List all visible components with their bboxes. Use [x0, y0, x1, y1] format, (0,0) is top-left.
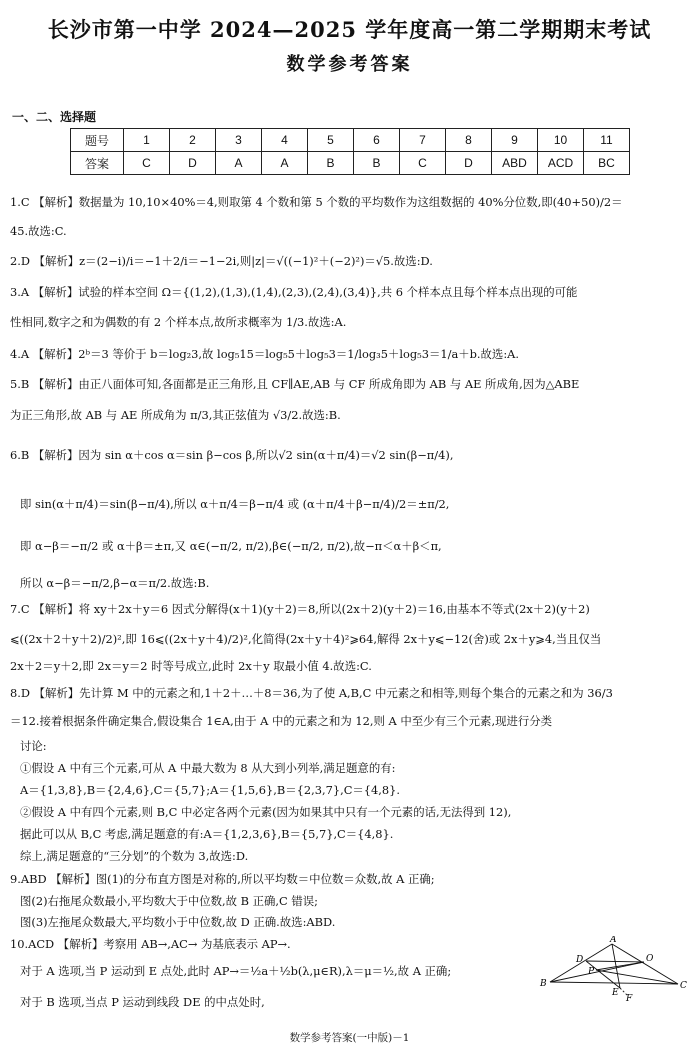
table-answer-label: 答案	[71, 152, 124, 175]
question-number: 3	[216, 129, 262, 152]
question-number: 5	[308, 129, 354, 152]
solution-line: ⩽((2x＋2＋y＋2)/2)²,即 16⩽((2x＋y＋4)/2)²,化简得(2x＋y＋4)²⩾64,解得 2x＋y⩽−12(舍)或 2x＋y⩾4,当且仅当	[10, 632, 602, 646]
figure-label-c: C	[680, 981, 687, 991]
solution-line: 所以 α−β＝−π/2,β−α＝π/2.故选:B.	[20, 576, 210, 590]
page-footer: 数学参考答案(一中版)－1	[289, 1032, 410, 1044]
solution-line: 7.C 【解析】将 xy＋2x＋y＝6 因式分解得(x＋1)(y＋2)＝8,所以(2x＋2)(y＋2)＝16,由基本不等式(2x＋2)(y＋2)	[10, 602, 590, 616]
question-number: 9	[492, 129, 538, 152]
triangle-figure	[538, 936, 688, 1002]
answer-cell: ACD	[538, 152, 584, 175]
answer-cell: A	[216, 152, 262, 175]
figure-label-a: A	[610, 936, 617, 945]
solution-line: 对于 A 选项,当 P 运动到 E 点处,此时 AP→＝½a＋½b(λ,μ∈R),λ＝μ＝½,故 A 正确;	[20, 964, 452, 978]
solution-line: 3.A 【解析】试验的样本空间 Ω＝{(1,2),(1,3),(1,4),(2,3),(2,4),(3,4)},共 6 个样本点且每个样本点出现的可能	[10, 285, 578, 299]
solution-line: 图(3)左拖尾众数最大,平均数小于中位数,故 D 正确.故选:ABD.	[20, 915, 336, 929]
question-number: 1	[124, 129, 170, 152]
solution-line: 为正三角形,故 AB 与 AE 所成角为 π/3,其正弦值为 √3/2.故选:B.	[10, 408, 341, 422]
solution-line: 即 α−β＝−π/2 或 α＋β＝±π,又 α∈(−π/2, π/2),β∈(−π/2, π/2),故−π＜α＋β＜π,	[20, 539, 442, 553]
solution-line: ②假设 A 中有四个元素,则 B,C 中必定各两个元素(因为如果其中只有一个元素的话,无法得到 12),	[20, 805, 512, 819]
answer-cell: D	[446, 152, 492, 175]
solution-line: 1.C 【解析】数据量为 10,10×40%＝4,则取第 4 个数和第 5 个数的平均数作为这组数据的 40%分位数,即(40+50)/2＝	[10, 195, 623, 209]
solution-line: 讨论:	[20, 739, 47, 753]
answer-table-answer-row	[71, 152, 630, 175]
figure-label-o: O	[646, 954, 654, 964]
solution-line: 性相同,数字之和为偶数的有 2 个样本点,故所求概率为 1/3.故选:A.	[10, 315, 347, 329]
answer-cell: B	[308, 152, 354, 175]
question-number: 11	[584, 129, 630, 152]
question-number: 10	[538, 129, 584, 152]
question-number: 2	[170, 129, 216, 152]
section-label: 一、二、选择题	[12, 110, 97, 124]
answer-cell: C	[124, 152, 170, 175]
solution-line: 对于 B 选项,当点 P 运动到线段 DE 的中点处时,	[20, 995, 265, 1009]
question-number: 7	[400, 129, 446, 152]
answer-table-header-row	[71, 129, 630, 152]
solution-line: 图(2)右拖尾众数最小,平均数大于中位数,故 B 正确,C 错误;	[20, 894, 318, 908]
page-title: 长沙市第一中学 2024—2025 学年度高一第二学期期末考试	[47, 17, 652, 42]
answer-cell: C	[400, 152, 446, 175]
solution-line: 6.B 【解析】因为 sin α＋cos α＝sin β−cos β,所以√2 sin(α＋π/4)＝√2 sin(β−π/4),	[10, 448, 454, 462]
question-number: 6	[354, 129, 400, 152]
answer-cell: B	[354, 152, 400, 175]
solution-line: 2.D 【解析】z＝(2−i)/i＝−1＋2/i＝−1−2i,则|z|＝√((−1)²＋(−2)²)＝√5.故选:D.	[10, 254, 433, 268]
answer-cell: BC	[584, 152, 630, 175]
page-subtitle: 数学参考答案	[286, 54, 413, 75]
answer-cell: A	[262, 152, 308, 175]
solution-line: 4.A 【解析】2ᵇ＝3 等价于 b＝log₂3,故 log₅15＝log₅5＋log₅3＝1/log₃5＋log₅3＝1/a＋b.故选:A.	[10, 347, 520, 361]
solution-line: 10.ACD 【解析】考察用 AB→,AC→ 为基底表示 AP→.	[10, 937, 291, 951]
solution-line: 8.D 【解析】先计算 M 中的元素之和,1＋2＋…＋8＝36,为了使 A,B,C 中元素之和相等,则每个集合的元素之和为 36/3	[10, 686, 613, 700]
solution-line: ①假设 A 中有三个元素,可从 A 中最大数为 8 从大到小列举,满足题意的有:	[20, 761, 396, 775]
solution-line: 2x＋2＝y＋2,即 2x＝y＝2 时等号成立,此时 2x＋y 取最小值 4.故选:C.	[10, 659, 372, 673]
figure-label-p: P	[588, 967, 595, 977]
question-number: 4	[262, 129, 308, 152]
solution-line: 9.ABD 【解析】图(1)的分布直方图是对称的,所以平均数＝中位数＝众数,故 A 正确;	[10, 872, 435, 886]
solution-line: 即 sin(α＋π/4)＝sin(β−π/4),所以 α＋π/4＝β−π/4 或 (α＋π/4＋β−π/4)/2＝±π/2,	[20, 497, 450, 511]
answer-table	[70, 128, 630, 175]
question-number: 8	[446, 129, 492, 152]
solution-line: ＝12.接着根据条件确定集合,假设集合 1∈A,由于 A 中的元素之和为 12,则 A 中至少有三个元素,现进行分类	[10, 714, 553, 728]
solution-line: 综上,满足题意的“三分划”的个数为 3,故选:D.	[20, 849, 249, 863]
solution-line: A＝{1,3,8},B＝{2,4,6},C＝{5,7};A＝{1,5,6},B＝{2,3,7},C＝{4,8}.	[20, 783, 401, 797]
figure-label-f: F	[626, 994, 633, 1002]
answer-cell: D	[170, 152, 216, 175]
solution-line: 45.故选:C.	[10, 224, 67, 238]
table-header-label: 题号	[71, 129, 124, 152]
solution-line: 据此可以从 B,C 考虑,满足题意的有:A＝{1,2,3,6},B＝{5,7},C＝{4,8}.	[20, 827, 394, 841]
figure-label-d: D	[576, 955, 584, 965]
solution-line: 5.B 【解析】由正八面体可知,各面都是正三角形,且 CF∥AE,AB 与 CF 所成角即为 AB 与 AE 所成角,因为△ABE	[10, 377, 580, 391]
figure-label-b: B	[540, 979, 547, 989]
figure-label-e: E	[612, 988, 619, 998]
answer-cell: ABD	[492, 152, 538, 175]
